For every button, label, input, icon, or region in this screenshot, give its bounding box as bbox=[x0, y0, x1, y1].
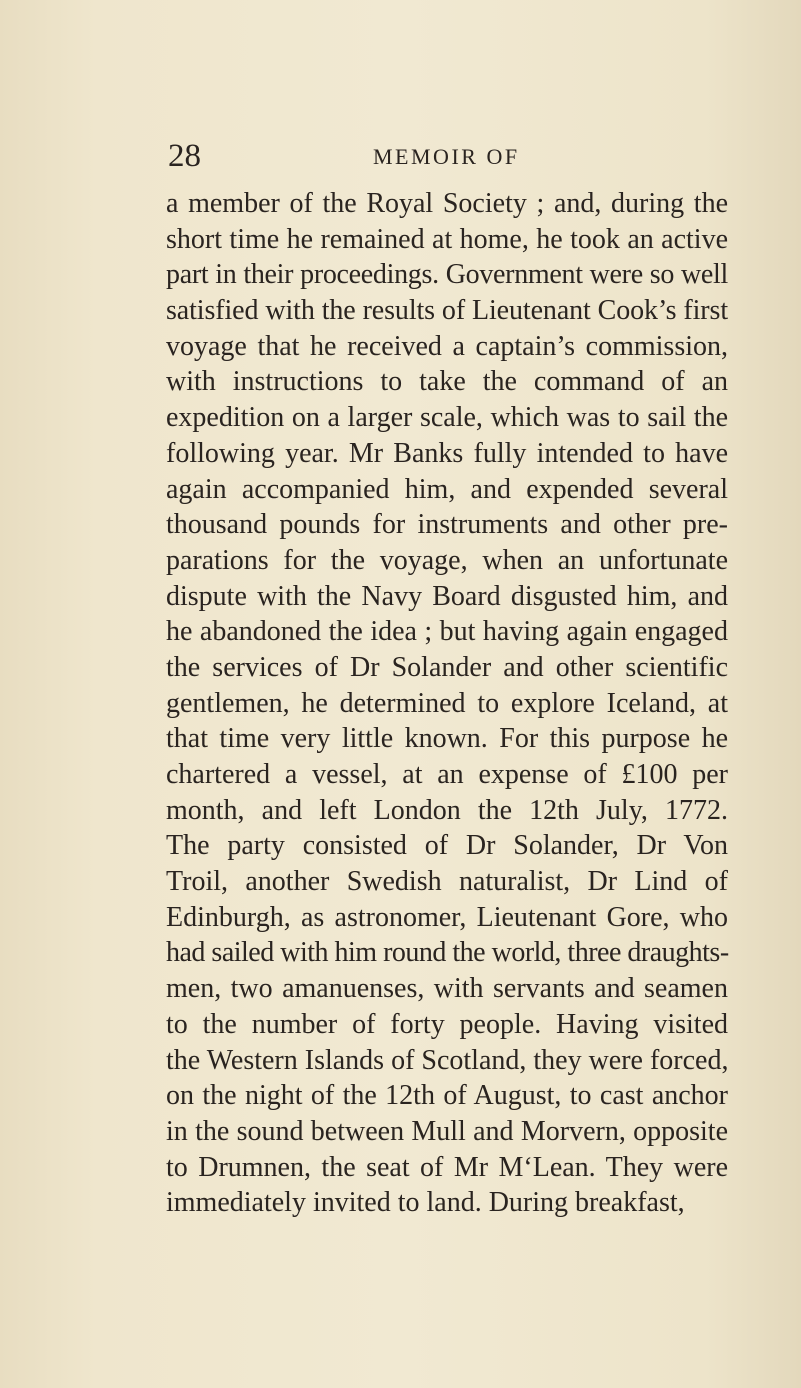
text-line: chartered a vessel, at an expense of £100 per bbox=[166, 759, 728, 790]
text-line: a member of the Royal Society ; and, during the bbox=[166, 188, 728, 219]
text-line: satisfied with the results of Lieutenant Cook’s first bbox=[166, 295, 728, 327]
text-line: immediately invited to land. During breakfast, bbox=[166, 1187, 685, 1219]
text-line: The party consisted of Dr Solander, Dr Von bbox=[166, 830, 728, 862]
text-line: expedition on a larger scale, which was to sail the bbox=[166, 402, 728, 434]
text-line: month, and left London the 12th July, 1772. bbox=[166, 794, 728, 826]
text-line: Edinburgh, as astronomer, Lieutenant Gore, who bbox=[166, 901, 728, 933]
page-number: 28 bbox=[168, 138, 201, 174]
text-line: again accompanied him, and expended several bbox=[166, 473, 728, 505]
text-line: the Western Islands of Scotland, they were forced, bbox=[166, 1044, 729, 1076]
text-line: he abandoned the idea ; but having again engaged bbox=[166, 616, 728, 648]
text-line: in the sound between Mull and Morvern, opposite bbox=[166, 1115, 728, 1147]
text-line: part in their proceedings. Government were so well bbox=[166, 259, 728, 291]
text-line: dispute with the Navy Board disgusted him, and bbox=[166, 580, 728, 612]
page-header bbox=[168, 136, 728, 176]
text-line: the services of Dr Solander and other scientific bbox=[166, 651, 728, 683]
text-line: men, two amanuenses, with servants and seamen bbox=[166, 973, 728, 1005]
running-head: MEMOIR OF bbox=[373, 144, 520, 169]
text-line: thousand pounds for instruments and other pre- bbox=[166, 509, 728, 541]
body-text bbox=[166, 186, 728, 1221]
text-line: Troil, another Swedish naturalist, Dr Lind of bbox=[166, 866, 728, 898]
text-line: with instructions to take the command of an bbox=[166, 366, 728, 398]
text-line: to Drumnen, the seat of Mr M‘Lean. They were bbox=[166, 1151, 728, 1183]
text-line: had sailed with him round the world, three draughts- bbox=[166, 937, 729, 969]
text-line: on the night of the 12th of August, to cast anchor bbox=[166, 1080, 728, 1112]
text-line: gentlemen, he determined to explore Iceland, at bbox=[166, 687, 728, 719]
text-line: that time very little known. For this purpose he bbox=[166, 723, 728, 755]
text-line: to the number of forty people. Having visited bbox=[166, 1008, 728, 1040]
text-line: voyage that he received a captain’s commission, bbox=[166, 330, 728, 362]
text-line: parations for the voyage, when an unfortunate bbox=[166, 544, 728, 576]
text-line: following year. Mr Banks fully intended to have bbox=[166, 437, 728, 469]
text-line: short time he remained at home, he took an active bbox=[166, 223, 728, 255]
